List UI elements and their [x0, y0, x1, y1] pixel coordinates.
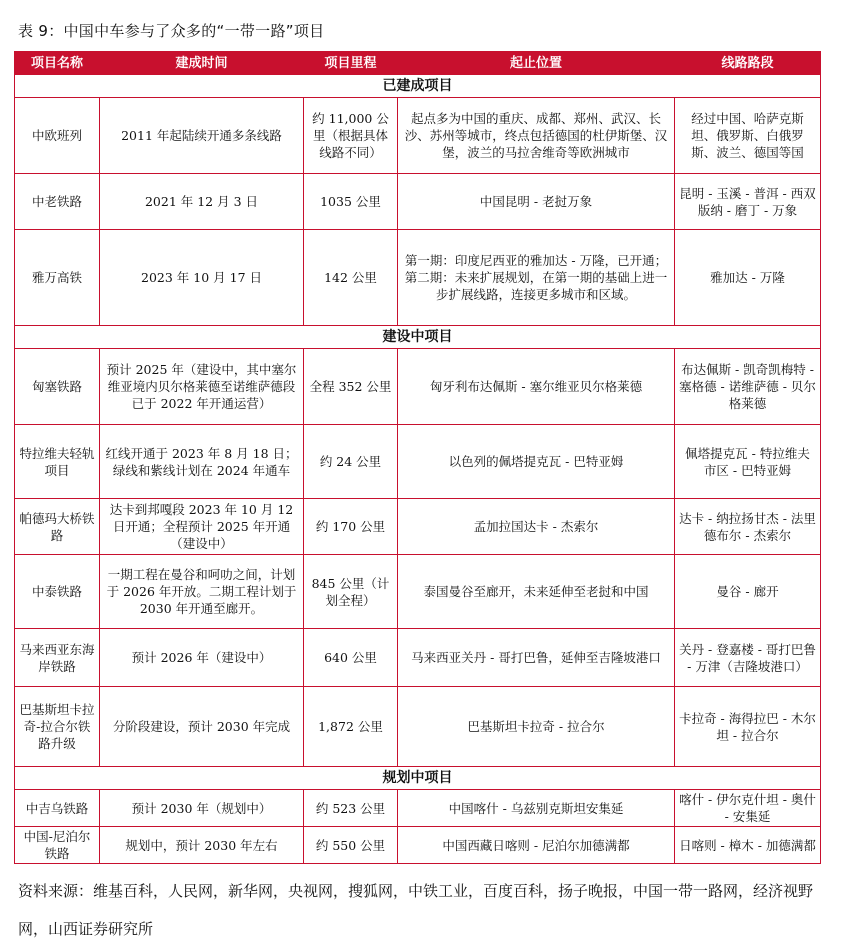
table-row: [15, 98, 821, 174]
completion-time-cell: 一期工程在曼谷和呵叻之间，计划于 2026 年开放。二期工程计划于 2030 年开通至廊开。: [100, 555, 304, 629]
completion-time-cell: 预计 2026 年（建设中）: [100, 629, 304, 687]
route-endpoints-cell: 巴基斯坦卡拉奇 - 拉合尔: [398, 687, 675, 767]
section-row: [15, 75, 821, 98]
route-segment-cell: 喀什 - 伊尔克什坦 - 奥什 - 安集延: [675, 790, 821, 827]
completion-time-cell: 红线开通于 2023 年 8 月 18 日； 绿线和紫线计划在 2024 年通车: [100, 425, 304, 499]
mileage-cell: 约 523 公里: [304, 790, 398, 827]
completion-time-cell: 2011 年起陆续开通多条线路: [100, 98, 304, 174]
route-endpoints-cell: 中国西藏日喀则 - 尼泊尔加德满都: [398, 827, 675, 864]
project-name-cell: 特拉维夫轻轨项目: [15, 425, 100, 499]
mileage-cell: 约 550 公里: [304, 827, 398, 864]
route-segment-cell: 佩塔提克瓦 - 特拉维夫市区 - 巴特亚姆: [675, 425, 821, 499]
route-endpoints-cell: 中国昆明 - 老挝万象: [398, 174, 675, 230]
header-cell: 项目里程: [304, 52, 398, 75]
project-name-cell: 匈塞铁路: [15, 349, 100, 425]
route-segment-cell: 曼谷 - 廊开: [675, 555, 821, 629]
mileage-cell: 全程 352 公里: [304, 349, 398, 425]
route-endpoints-cell: 泰国曼谷至廊开，未来延伸至老挝和中国: [398, 555, 675, 629]
table-row: [15, 499, 821, 555]
source-note: 资料来源：维基百科，人民网，新华网，央视网，搜狐网，中铁工业，百度百科，扬子晚报，中国一带一路网，经济视野网，山西证券研究所: [18, 882, 814, 938]
mileage-cell: 约 11,000 公里（根据具体线路不同）: [304, 98, 398, 174]
header-cell: 起止位置: [398, 52, 675, 75]
completion-time-cell: 2021 年 12 月 3 日: [100, 174, 304, 230]
route-segment-cell: 卡拉奇 - 海得拉巴 - 木尔坦 - 拉合尔: [675, 687, 821, 767]
mileage-cell: 845 公里（计划全程）: [304, 555, 398, 629]
route-segment-cell: 雅加达 - 万隆: [675, 230, 821, 326]
section-row: [15, 326, 821, 349]
mileage-cell: 1,872 公里: [304, 687, 398, 767]
route-endpoints-cell: 第一期：印度尼西亚的雅加达 - 万隆，已开通； 第二期：未来扩展规划，在第一期的基础上进一步扩展线路，连接更多城市和区域。: [398, 230, 675, 326]
section-row: [15, 767, 821, 790]
header-cell: 建成时间: [100, 52, 304, 75]
projects-table: [14, 51, 821, 864]
table-row: [15, 555, 821, 629]
route-segment-cell: 关丹 - 登嘉楼 - 哥打巴鲁 - 万津（吉隆坡港口）: [675, 629, 821, 687]
header-cell: 项目名称: [15, 52, 100, 75]
header-row: [15, 52, 821, 75]
project-name-cell: 中泰铁路: [15, 555, 100, 629]
route-endpoints-cell: 中国喀什 - 乌兹别克斯坦安集延: [398, 790, 675, 827]
mileage-cell: 142 公里: [304, 230, 398, 326]
route-endpoints-cell: 孟加拉国达卡 - 杰索尔: [398, 499, 675, 555]
header-cell: 线路路段: [675, 52, 821, 75]
route-segment-cell: 经过中国、哈萨克斯坦、俄罗斯、白俄罗斯、波兰、德国等国: [675, 98, 821, 174]
table-row: [15, 349, 821, 425]
mileage-cell: 约 24 公里: [304, 425, 398, 499]
completion-time-cell: 2023 年 10 月 17 日: [100, 230, 304, 326]
project-name-cell: 马来西亚东海岸铁路: [15, 629, 100, 687]
route-segment-cell: 日喀则 - 樟木 - 加德满都: [675, 827, 821, 864]
table-row: [15, 687, 821, 767]
project-name-cell: 雅万高铁: [15, 230, 100, 326]
route-segment-cell: 昆明 - 玉溪 - 普洱 - 西双版纳 - 磨丁 - 万象: [675, 174, 821, 230]
route-endpoints-cell: 马来西亚关丹 - 哥打巴鲁，延伸至吉隆坡港口: [398, 629, 675, 687]
route-endpoints-cell: 以色列的佩塔提克瓦 - 巴特亚姆: [398, 425, 675, 499]
section-label: 规划中项目: [15, 767, 821, 790]
table-row: [15, 230, 821, 326]
completion-time-cell: 规划中，预计 2030 年左右: [100, 827, 304, 864]
project-name-cell: 帕德玛大桥铁路: [15, 499, 100, 555]
route-segment-cell: 达卡 - 纳拉扬甘杰 - 法里德布尔 - 杰索尔: [675, 499, 821, 555]
completion-time-cell: 达卡到邦嘎段 2023 年 10 月 12 日开通；全程预计 2025 年开通（建设中）: [100, 499, 304, 555]
table-row: [15, 827, 821, 864]
project-name-cell: 中国-尼泊尔铁路: [15, 827, 100, 864]
table-row: [15, 174, 821, 230]
section-label: 建设中项目: [15, 326, 821, 349]
project-name-cell: 中欧班列: [15, 98, 100, 174]
project-name-cell: 中老铁路: [15, 174, 100, 230]
project-name-cell: 巴基斯坦卡拉奇-拉合尔铁路升级: [15, 687, 100, 767]
completion-time-cell: 预计 2025 年（建设中，其中塞尔维亚境内贝尔格莱德至诺维萨德段已于 2022 年开通运营）: [100, 349, 304, 425]
mileage-cell: 640 公里: [304, 629, 398, 687]
route-endpoints-cell: 起点多为中国的重庆、成都、郑州、武汉、长沙、苏州等城市，终点包括德国的杜伊斯堡、汉堡，波兰的马拉舍维奇等欧洲城市: [398, 98, 675, 174]
section-label: 已建成项目: [15, 75, 821, 98]
table-row: [15, 629, 821, 687]
completion-time-cell: 预计 2030 年（规划中）: [100, 790, 304, 827]
mileage-cell: 约 170 公里: [304, 499, 398, 555]
mileage-cell: 1035 公里: [304, 174, 398, 230]
project-name-cell: 中吉乌铁路: [15, 790, 100, 827]
route-segment-cell: 布达佩斯 - 凯奇凯梅特 - 塞格德 - 诺维萨德 - 贝尔格莱德: [675, 349, 821, 425]
table-title: 表 9：中国中车参与了众多的“一带一路”项目: [18, 22, 325, 40]
table-row: [15, 790, 821, 827]
route-endpoints-cell: 匈牙利布达佩斯 - 塞尔维亚贝尔格莱德: [398, 349, 675, 425]
table-row: [15, 425, 821, 499]
completion-time-cell: 分阶段建设，预计 2030 年完成: [100, 687, 304, 767]
